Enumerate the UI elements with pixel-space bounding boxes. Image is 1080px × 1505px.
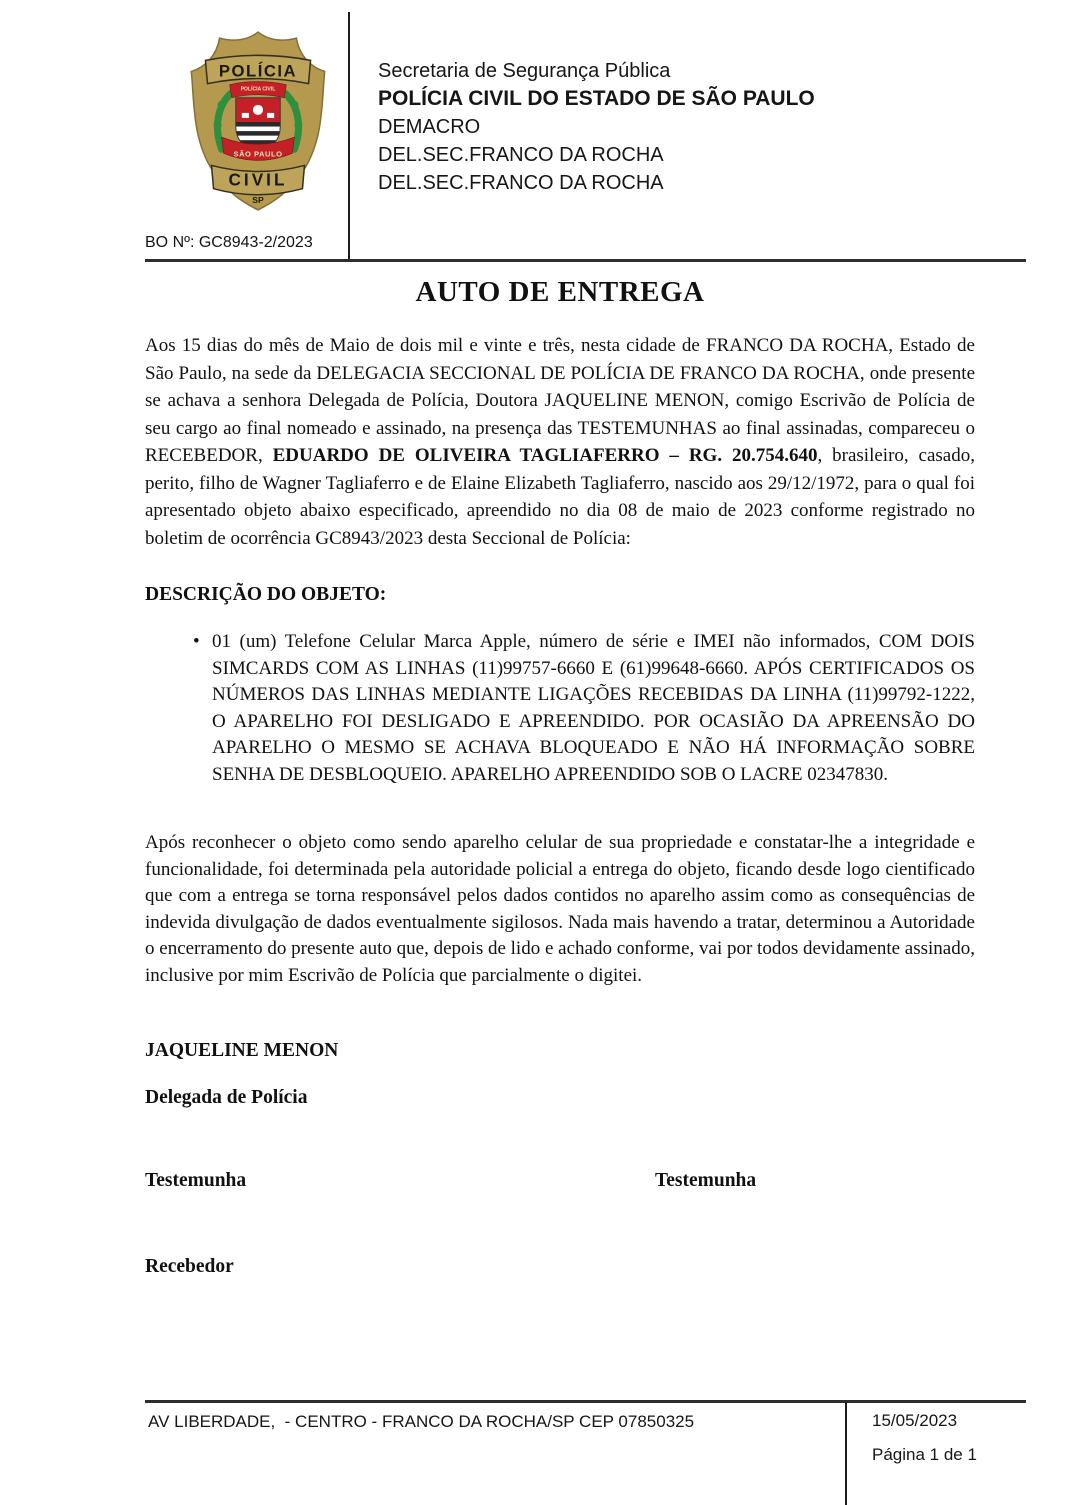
org-line-demacro: DEMACRO [378, 116, 481, 138]
signature-authority-role: Delegada de Polícia [145, 1087, 308, 1108]
header-horizontal-rule [145, 259, 1026, 262]
signature-receiver: Recebedor [145, 1256, 234, 1277]
page-title: AUTO DE ENTREGA [415, 276, 705, 308]
bullet-icon: • [193, 631, 200, 652]
badge-inner-ribbon-text: POLÍCIA CIVIL [240, 86, 276, 93]
object-description-item [145, 629, 975, 788]
org-line-delegacia-1: DEL.SEC.FRANCO DA ROCHA [378, 144, 664, 166]
footer-horizontal-rule [145, 1400, 1026, 1403]
bo-number: BO Nº: GC8943-2/2023 [145, 234, 313, 251]
badge-sp-text: SP [252, 194, 264, 205]
object-description-heading: DESCRIÇÃO DO OBJETO: [145, 584, 387, 605]
header-org-block [378, 57, 815, 197]
org-line-policia-civil: POLÍCIA CIVIL DO ESTADO DE SÃO PAULO [378, 87, 815, 110]
signature-authority-name: JAQUELINE MENON [145, 1040, 339, 1061]
closing-paragraph: Após reconhecer o objeto como sendo aparelho celular de sua propriedade e constatar-lhe a integridade e funcionalidade, foi determinada pela autoridade policial a entrega do objeto, ficando desde logo cientificado que com a entrega se torna responsável pelos dados contidos no aparelho assim como as consequências de indevida divulgação de dados eventualmente sigilosos. Nada mais havendo a tratar, determinou a Autoridade o encerramento do presente auto que, depois de lido e achado conforme, vai por todos devidamente assinado, inclusive por mim Escrivão de Polícia que parcialmente o digitei. [145, 832, 975, 986]
badge-sao-paulo-text: SÃO PAULO [233, 149, 283, 159]
police-civil-badge-icon [183, 26, 333, 218]
signature-witness-1: Testemunha [145, 1170, 247, 1191]
footer-page-number: Página 1 de 1 [872, 1445, 977, 1464]
signature-witness-2: Testemunha [655, 1170, 757, 1191]
footer-date: 15/05/2023 [872, 1411, 958, 1430]
org-line-delegacia-2: DEL.SEC.FRANCO DA ROCHA [378, 172, 664, 194]
witness-signature-row [145, 1170, 975, 1194]
footer-address: AV LIBERDADE, - CENTRO - FRANCO DA ROCHA/SP CEP 07850325 [148, 1412, 695, 1431]
badge-civil-text: CIVIL [228, 169, 288, 190]
object-description-text: 01 (um) Telefone Celular Marca Apple, número de série e IMEI não informados, COM DOIS SIMCARDS COM AS LINHAS (11)99757-6660 E (61)99648-6660. APÓS CERTIFICADOS OS NÚMEROS DAS LINHAS MEDIANTE LIGAÇÕES RECEBIDAS DA LINHA (11)99792-1222, O APARELHO FOI DESLIGADO E APREENDIDO. POR OCASIÃO DA APREENSÃO DO APARELHO O MESMO SE ACHAVA BLOQUEADO E NÃO HÁ INFORMAÇÃO SOBRE SENHA DE DESBLOQUEIO. APARELHO APREENDIDO SOB O LACRE 02347830. [212, 631, 975, 785]
opening-paragraph: Aos 15 dias do mês de Maio de dois mil e vinte e três, nesta cidade de FRANCO DA ROCHA, Estado de São Paulo, na sede da DELEGACIA SECCIONAL DE POLÍCIA DE FRANCO DA ROCHA, onde presente se achava a senhora Delegada de Polícia, Doutora JAQUELINE MENON, comigo Escrivão de Polícia de seu cargo ao final nomeado e assinado, na presença das TESTEMUNHAS ao final assinadas, compareceu o RECEBEDOR, EDUARDO DE OLIVEIRA TAGLIAFERRO – RG. 20.754.640, brasileiro, casado, perito, filho de Wagner Tagliaferro e de Elaine Elizabeth Tagliaferro, nascido aos 29/12/1972, para o qual foi apresentado objeto abaixo especificado, apreendido no dia 08 de maio de 2023 conforme registrado no boletim de ocorrência GC8943/2023 desta Seccional de Polícia: [145, 335, 975, 549]
header-vertical-divider [348, 12, 350, 261]
org-line-secretaria: Secretaria de Segurança Pública [378, 60, 671, 82]
footer-vertical-divider [845, 1402, 847, 1505]
badge-policia-text: POLÍCIA [218, 61, 298, 81]
